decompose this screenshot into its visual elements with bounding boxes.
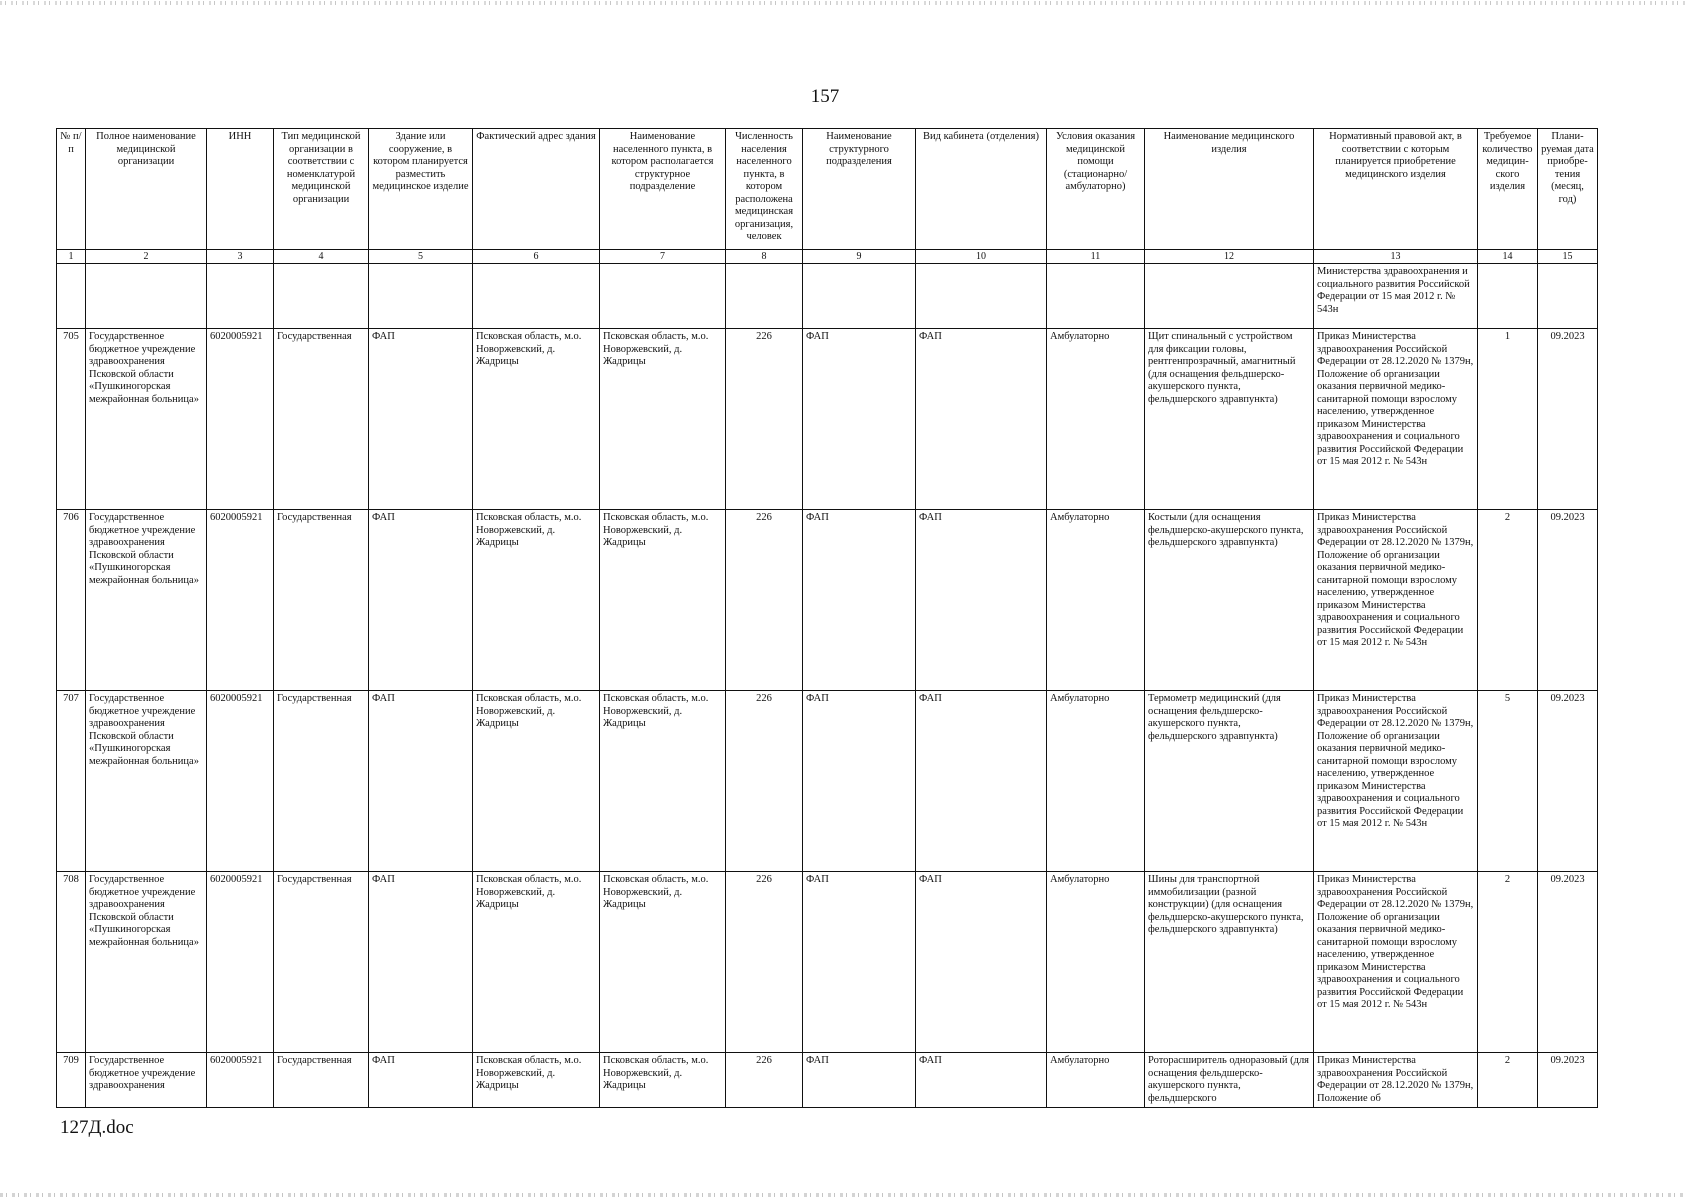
inn-cell: 6020005921 <box>207 872 274 1053</box>
org-type-cell: Государственная <box>274 1053 369 1108</box>
column-number: 2 <box>86 250 207 264</box>
conditions-cell: Амбулаторно <box>1047 691 1145 872</box>
column-number: 7 <box>600 250 726 264</box>
cabinet-cell: ФАП <box>916 691 1047 872</box>
header-cell: Тип медицинской организации в соответствии с номенклатурой медицинской организации <box>274 129 369 250</box>
organization-name: Государственное бюджетное учреждение здравоохранения Псковской области «Пушкиногорская межрайонная больница» <box>86 872 207 1053</box>
legal-act-cell: Приказ Министерства здравоохранения Российской Федерации от 28.12.2020 № 1379н, Положение об <box>1314 1053 1478 1108</box>
unit-cell: ФАП <box>803 691 916 872</box>
org-type-cell: Государственная <box>274 691 369 872</box>
header-cell: Требуемое количество медицин-ского изделия <box>1478 129 1538 250</box>
conditions-cell: Амбулаторно <box>1047 872 1145 1053</box>
header-cell: Здание или сооружение, в котором планируется разместить медицинское изделие <box>369 129 473 250</box>
settlement-cell: Псковская область, м.о. Новоржевский, д. Жадрицы <box>600 510 726 691</box>
header-cell: Фактический адрес здания <box>473 129 600 250</box>
quantity-cell: 1 <box>1478 329 1538 510</box>
address-cell: Псковская область, м.о. Новоржевский, д. Жадрицы <box>473 510 600 691</box>
date-cell: 09.2023 <box>1538 691 1598 872</box>
date-cell: 09.2023 <box>1538 872 1598 1053</box>
building-cell: ФАП <box>369 510 473 691</box>
column-number: 15 <box>1538 250 1598 264</box>
legal-act-cell: Приказ Министерства здравоохранения Российской Федерации от 28.12.2020 № 1379н, Положение об организации оказания первичной медико-санитарной помощи взрослому населению, утвержденное приказом Министерства здравоохранения и социального развития Российской Федерации от 15 мая 2012 г. № 543н <box>1314 329 1478 510</box>
scan-edge-top <box>0 1 1686 5</box>
quantity-cell: 2 <box>1478 872 1538 1053</box>
column-number: 13 <box>1314 250 1478 264</box>
column-number: 10 <box>916 250 1047 264</box>
header-cell: Наименование структурного подразделения <box>803 129 916 250</box>
building-cell: ФАП <box>369 872 473 1053</box>
table-row <box>57 1053 1598 1108</box>
quantity-cell: 2 <box>1478 510 1538 691</box>
address-cell: Псковская область, м.о. Новоржевский, д. Жадрицы <box>473 872 600 1053</box>
header-cell: Плани-руемая дата приобре-тения (месяц, год) <box>1538 129 1598 250</box>
column-number: 6 <box>473 250 600 264</box>
conditions-cell: Амбулаторно <box>1047 329 1145 510</box>
org-type-cell: Государственная <box>274 329 369 510</box>
date-cell: 09.2023 <box>1538 1053 1598 1108</box>
unit-cell: ФАП <box>803 872 916 1053</box>
row-number: 707 <box>57 691 86 872</box>
row-number: 708 <box>57 872 86 1053</box>
column-number: 11 <box>1047 250 1145 264</box>
cabinet-cell: ФАП <box>916 510 1047 691</box>
column-number-row <box>57 250 1598 264</box>
header-cell: Вид кабинета (отделения) <box>916 129 1047 250</box>
address-cell: Псковская область, м.о. Новоржевский, д. Жадрицы <box>473 329 600 510</box>
device-cell: Шины для транспортной иммобилизации (разной конструкции) (для оснащения фельдшерско-акушерского пункта, фельдшерского здравпункта) <box>1145 872 1314 1053</box>
equipment-table <box>56 128 1598 1108</box>
date-cell: 09.2023 <box>1538 510 1598 691</box>
population-cell: 226 <box>726 1053 803 1108</box>
column-number: 1 <box>57 250 86 264</box>
page-number: 157 <box>810 86 840 107</box>
building-cell: ФАП <box>369 1053 473 1108</box>
org-type-cell: Государственная <box>274 872 369 1053</box>
column-number: 14 <box>1478 250 1538 264</box>
date-cell: 09.2023 <box>1538 329 1598 510</box>
header-cell: Численность населения населенного пункта, в котором расположена медицинская организация, человек <box>726 129 803 250</box>
population-cell: 226 <box>726 329 803 510</box>
inn-cell: 6020005921 <box>207 691 274 872</box>
settlement-cell: Псковская область, м.о. Новоржевский, д. Жадрицы <box>600 1053 726 1108</box>
legal-act-cell: Приказ Министерства здравоохранения Российской Федерации от 28.12.2020 № 1379н, Положение об организации оказания первичной медико-санитарной помощи взрослому населению, утвержденное приказом Министерства здравоохранения и социального развития Российской Федерации от 15 мая 2012 г. № 543н <box>1314 510 1478 691</box>
conditions-cell: Амбулаторно <box>1047 1053 1145 1108</box>
row-number: 706 <box>57 510 86 691</box>
legal-act-cell: Приказ Министерства здравоохранения Российской Федерации от 28.12.2020 № 1379н, Положение об организации оказания первичной медико-санитарной помощи взрослому населению, утвержденное приказом Министерства здравоохранения и социального развития Российской Федерации от 15 мая 2012 г. № 543н <box>1314 691 1478 872</box>
header-cell: Наименование медицинского изделия <box>1145 129 1314 250</box>
quantity-cell: 5 <box>1478 691 1538 872</box>
table-header-row <box>57 129 1598 250</box>
header-cell: Наименование населенного пункта, в котором располагается структурное подразделение <box>600 129 726 250</box>
unit-cell: ФАП <box>803 1053 916 1108</box>
org-type-cell: Государственная <box>274 510 369 691</box>
population-cell: 226 <box>726 510 803 691</box>
continuation-row <box>57 264 1598 329</box>
header-cell: ИНН <box>207 129 274 250</box>
row-number: 709 <box>57 1053 86 1108</box>
quantity-cell: 2 <box>1478 1053 1538 1108</box>
cabinet-cell: ФАП <box>916 1053 1047 1108</box>
scan-edge-bottom <box>0 1193 1686 1197</box>
footer-filename: 127Д.doc <box>60 1117 134 1138</box>
table-row <box>57 691 1598 872</box>
unit-cell: ФАП <box>803 329 916 510</box>
address-cell: Псковская область, м.о. Новоржевский, д. Жадрицы <box>473 1053 600 1108</box>
unit-cell: ФАП <box>803 510 916 691</box>
inn-cell: 6020005921 <box>207 329 274 510</box>
legal-act-cell: Приказ Министерства здравоохранения Российской Федерации от 28.12.2020 № 1379н, Положение об организации оказания первичной медико-санитарной помощи взрослому населению, утвержденное приказом Министерства здравоохранения и социального развития Российской Федерации от 15 мая 2012 г. № 543н <box>1314 872 1478 1053</box>
organization-name: Государственное бюджетное учреждение здравоохранения Псковской области «Пушкиногорская межрайонная больница» <box>86 691 207 872</box>
column-number: 4 <box>274 250 369 264</box>
building-cell: ФАП <box>369 691 473 872</box>
column-number: 3 <box>207 250 274 264</box>
address-cell: Псковская область, м.о. Новоржевский, д. Жадрицы <box>473 691 600 872</box>
settlement-cell: Псковская область, м.о. Новоржевский, д. Жадрицы <box>600 872 726 1053</box>
organization-name: Государственное бюджетное учреждение здравоохранения Псковской области «Пушкиногорская межрайонная больница» <box>86 510 207 691</box>
column-number: 12 <box>1145 250 1314 264</box>
inn-cell: 6020005921 <box>207 1053 274 1108</box>
population-cell: 226 <box>726 691 803 872</box>
population-cell: 226 <box>726 872 803 1053</box>
table-row <box>57 329 1598 510</box>
table-row <box>57 872 1598 1053</box>
device-cell: Термометр медицинский (для оснащения фельдшерско-акушерского пункта, фельдшерского здравпункта) <box>1145 691 1314 872</box>
settlement-cell: Псковская область, м.о. Новоржевский, д. Жадрицы <box>600 329 726 510</box>
column-number: 9 <box>803 250 916 264</box>
conditions-cell: Амбулаторно <box>1047 510 1145 691</box>
device-cell: Щит спинальный с устройством для фиксации головы, рентгенпрозрачный, амагнитный (для оснащения фельдшерско-акушерского пункта, фельдшерского здравпункта) <box>1145 329 1314 510</box>
row-number: 705 <box>57 329 86 510</box>
column-number: 5 <box>369 250 473 264</box>
table-row <box>57 510 1598 691</box>
settlement-cell: Псковская область, м.о. Новоржевский, д. Жадрицы <box>600 691 726 872</box>
building-cell: ФАП <box>369 329 473 510</box>
device-cell: Роторасширитель одноразовый (для оснащения фельдшерско-акушерского пункта, фельдшерского <box>1145 1053 1314 1108</box>
organization-name: Государственное бюджетное учреждение здравоохранения <box>86 1053 207 1108</box>
header-cell: Полное наименование медицинской организации <box>86 129 207 250</box>
header-cell: Условия оказания медицинской помощи (стационарно/ амбулаторно) <box>1047 129 1145 250</box>
header-cell: № п/п <box>57 129 86 250</box>
continuation-act-text: Министерства здравоохранения и социального развития Российской Федерации от 15 мая 2012 г. № 543н <box>1314 264 1478 329</box>
device-cell: Костыли (для оснащения фельдшерско-акушерского пункта, фельдшерского здравпункта) <box>1145 510 1314 691</box>
organization-name: Государственное бюджетное учреждение здравоохранения Псковской области «Пушкиногорская межрайонная больница» <box>86 329 207 510</box>
column-number: 8 <box>726 250 803 264</box>
cabinet-cell: ФАП <box>916 329 1047 510</box>
inn-cell: 6020005921 <box>207 510 274 691</box>
cabinet-cell: ФАП <box>916 872 1047 1053</box>
header-cell: Нормативный правовой акт, в соответствии с которым планируется приобретение медицинского изделия <box>1314 129 1478 250</box>
